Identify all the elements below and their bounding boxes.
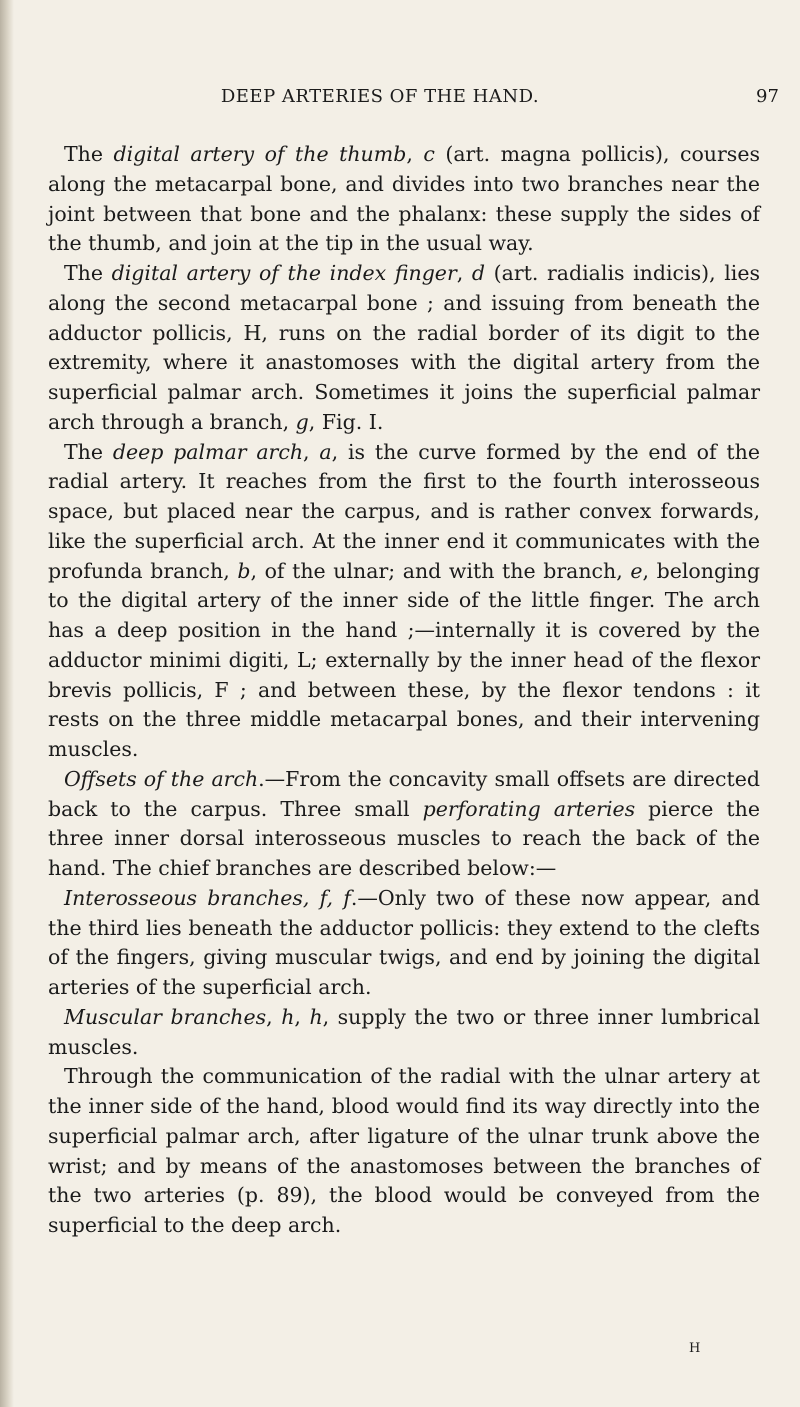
page-gutter-shadow (0, 0, 14, 1407)
text-run: (art. radialis indicis), lies along the second metacarpal bone ; and issuing from beneath the adductor pollicis, H, runs on the radial border of its digit to the extremity, where it anastomoses with the digital artery from the superficial palmar arch. Sometimes it joins the superficial palmar arch through a branch, (48, 261, 760, 434)
page-number: 97 (756, 86, 779, 107)
body-text (48, 140, 760, 1241)
signature-mark: H (689, 1341, 701, 1356)
paragraph (48, 765, 760, 884)
italic-term: perforating arteries (422, 796, 636, 821)
paragraph (48, 259, 760, 438)
text-run: , (303, 439, 320, 464)
paragraph (48, 438, 760, 765)
paragraph (48, 140, 760, 259)
text-run: .—From the concavity small offsets are directed back to the carpus. Three small (48, 766, 760, 821)
italic-term: b (237, 558, 251, 583)
paragraph (48, 1003, 760, 1063)
italic-term: Interosseous branches, f, f (64, 885, 351, 910)
paragraph (48, 884, 760, 1003)
italic-term: h (309, 1004, 323, 1029)
italic-term: deep palmar arch (112, 439, 304, 464)
text-run: The (64, 261, 112, 285)
text-run: , (456, 261, 472, 285)
italic-term: h (281, 1004, 295, 1029)
italic-term: Offsets of the arch (64, 766, 259, 791)
italic-term: c (423, 142, 435, 166)
running-header (0, 86, 800, 116)
text-run: , Fig. I. (308, 409, 384, 434)
paragraph (48, 1062, 760, 1241)
text-run: , (266, 1004, 282, 1029)
italic-term: a (319, 439, 332, 464)
text-run: , is the curve formed by the end of the radial artery. It reaches from the first to the fourth interosseous space, but placed near the carpus, and is rather convex forwards, like the superficial arch. At the inner end it communicates with the profunda branch, (48, 439, 760, 583)
text-run: .—Only two of these now appear, and the third lies beneath the adductor pollicis: they extend to the clefts of the fingers, giving muscular twigs, and end by joining the digital arteries of the superficial arch. (48, 885, 760, 999)
text-run: , (294, 1004, 310, 1029)
text-run: pierce the three inner dorsal interosseous muscles to reach the back of the hand. The chief branches are described below:— (48, 796, 760, 880)
text-run: , of the ulnar; and with the branch, (250, 558, 631, 583)
running-title: DEEP ARTERIES OF THE HAND. (220, 86, 540, 107)
italic-term: digital artery of the index finger (111, 261, 457, 285)
italic-term: e (630, 558, 643, 583)
text-run: , (406, 142, 424, 166)
italic-term: Muscular branches (64, 1004, 267, 1029)
text-run: The (64, 439, 113, 464)
italic-term: g (295, 409, 309, 434)
italic-term: d (471, 261, 485, 285)
italic-term: digital artery of the thumb (113, 142, 407, 166)
text-run: The (64, 142, 114, 166)
text-run: , supply the two or three inner lumbrical muscles. (48, 1004, 760, 1059)
text-run: Through the communication of the radial with the ulnar artery at the inner side of the hand, blood would find its way directly into the superficial palmar arch, after ligature of the ulnar trunk above the wrist; and by means of the anastomoses between the branches of the two arteries (p. 89), the blood would be conveyed from the superficial to the deep arch. (48, 1064, 760, 1237)
text-run: (art. magna pollicis), courses along the metacarpal bone, and divides into two branches near the joint between that bone and the phalanx: these supply the sides of the thumb, and join at the tip in the usual way. (48, 142, 760, 256)
text-run: , belonging to the digital artery of the inner side of the little finger. The arch has a deep position in the hand ;—internally it is covered by the adductor minimi digiti, L; externally by the inner head of the flexor brevis pollicis, F ; and between these, by the flexor tendons : it rests on the three middle metacarpal bones, and their intervening muscles. (48, 558, 760, 761)
